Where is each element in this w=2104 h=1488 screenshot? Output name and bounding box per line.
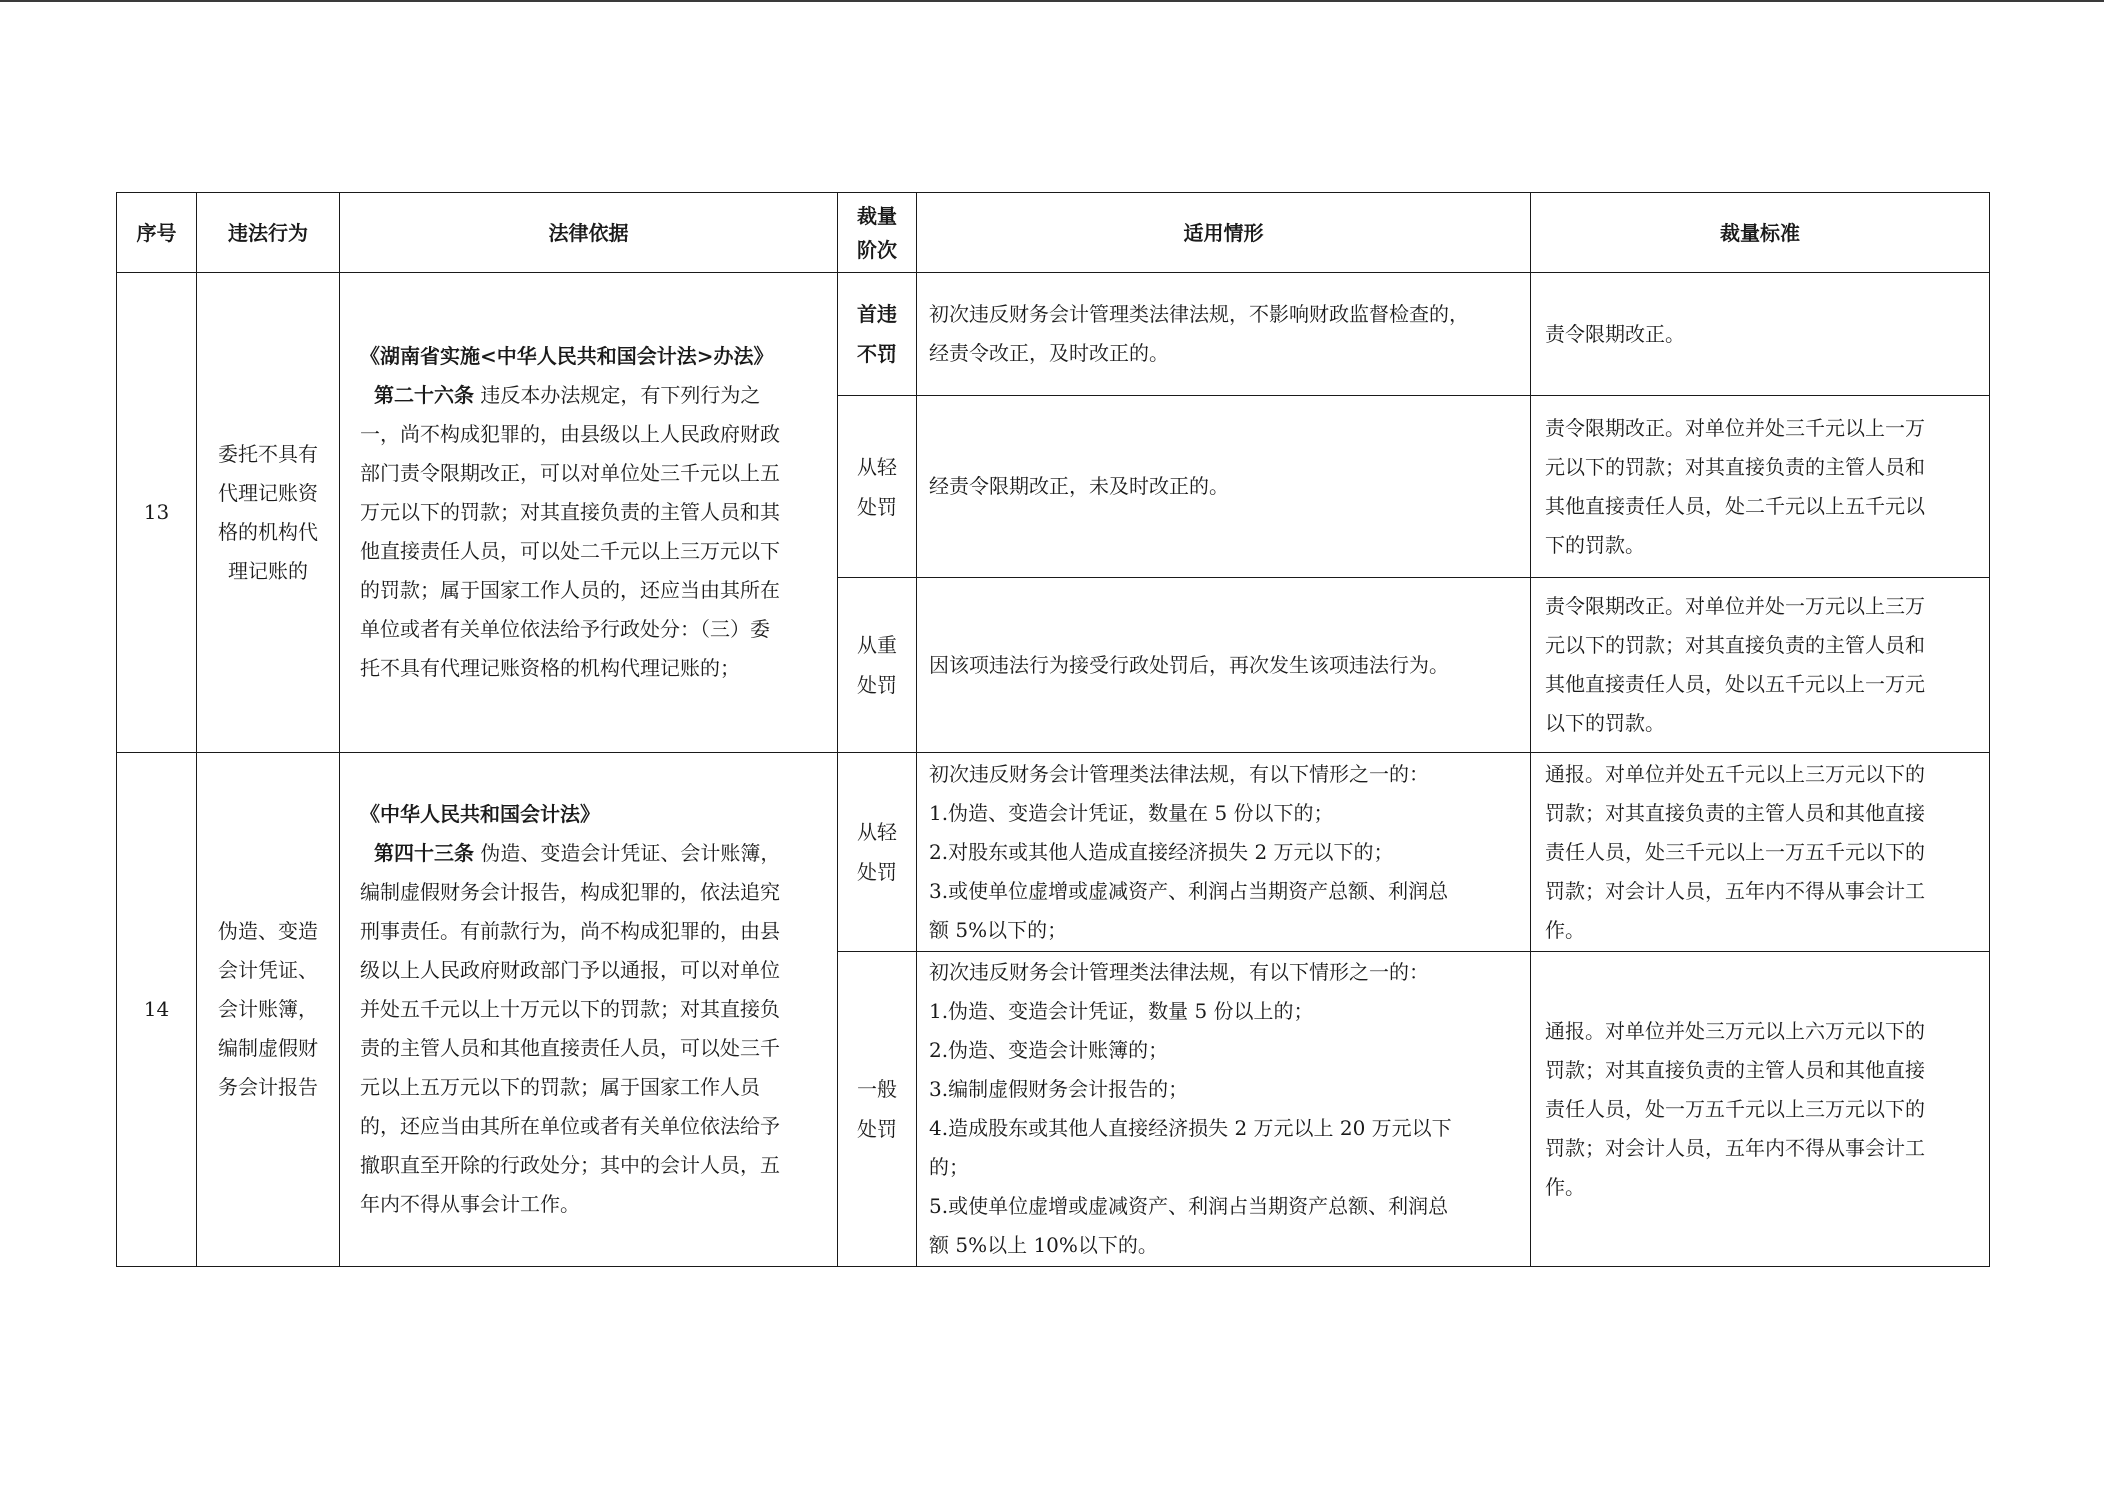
case-line: 因该项违法行为接受行政处罚后，再次发生该项违法行为。 [929,652,1449,677]
law-text: 违反本办法规定，有下列行为之 [474,383,761,407]
discretion-level [838,578,917,753]
std-line: 责任人员，处一万五千元以上三万元以下的 [1545,1096,1925,1121]
law-line: 托不具有代理记账资格的机构代理记账的； [360,656,740,680]
level-line: 一般 [857,1077,897,1101]
law-line: 年内不得从事会计工作。 [360,1192,580,1216]
law-line: 级以上人民政府财政部门予以通报，可以对单位 [360,958,780,982]
applicable-case [917,578,1531,753]
act-line: 伪造、变造 [218,919,318,943]
case-line: 经责令限期改正，未及时改正的。 [929,474,1229,498]
discretion-standard [1531,753,1990,952]
case-line: 初次违反财务会计管理类法律法规，不影响财政监督检查的， [929,302,1469,326]
law-title: 《湖南省实施<中华人民共和国会计法>办法》 [360,344,774,368]
header-case: 适用情形 [917,193,1531,273]
table-row [117,753,1990,952]
header-no: 序号 [117,193,197,273]
law-line: 部门责令限期改正，可以对单位处三千元以上五 [360,461,780,485]
law-line: 万元以下的罚款；对其直接负责的主管人员和其 [360,500,780,524]
header-level-line: 阶次 [857,237,897,262]
std-line: 责令限期改正。 [1545,321,1685,346]
level-line: 从轻 [857,820,897,844]
applicable-case [917,753,1531,952]
case-line: 1.伪造、变造会计凭证，数量在 5 份以下的； [929,800,1334,825]
level-line: 从重 [857,633,897,657]
discretion-level [838,952,917,1267]
row-number: 13 [117,273,197,753]
applicable-case [917,396,1531,578]
case-line: 额 5%以下的； [929,917,1068,942]
act-line: 格的机构代 [218,519,318,544]
case-line: 3.或使单位虚增或虚减资产、利润占当期资产总额、利润总 [929,878,1449,903]
level-line: 首违 [857,302,897,326]
case-line: 经责令改正，及时改正的。 [929,341,1169,365]
std-line: 责令限期改正。对单位并处一万元以上三万 [1545,594,1925,618]
act-line: 会计账簿， [218,997,318,1021]
std-line: 元以下的罚款；对其直接负责的主管人员和 [1545,454,1925,479]
penalty-table [116,192,1990,1267]
law-line: 并处五千元以上十万元以下的罚款；对其直接负 [360,997,780,1021]
level-line: 处罚 [857,494,897,519]
law-title: 《中华人民共和国会计法》 [360,802,600,826]
case-line: 初次违反财务会计管理类法律法规，有以下情形之一的： [929,960,1429,984]
law-line: 一，尚不构成犯罪的，由县级以上人民政府财政 [360,422,780,446]
act-line: 委托不具有 [218,441,318,466]
discretion-standard [1531,578,1990,753]
law-line: 单位或者有关单位依法给予行政处分：（三）委 [360,617,770,641]
violation-act [197,753,340,1267]
std-line: 元以下的罚款；对其直接负责的主管人员和 [1545,633,1925,657]
law-line: 责的主管人员和其他直接责任人员，可以处三千 [360,1036,780,1060]
header-level [838,193,917,273]
act-line: 代理记账资 [218,480,318,505]
case-line: 2.伪造、变造会计账簿的； [929,1038,1169,1062]
std-line: 其他直接责任人员，处二千元以上五千元以 [1545,493,1925,518]
law-line: 编制虚假财务会计报告，构成犯罪的，依法追究 [360,880,780,904]
case-line: 3.编制虚假财务会计报告的； [929,1077,1189,1101]
level-line: 不罚 [857,342,897,366]
applicable-case [917,273,1531,396]
std-line: 作。 [1545,917,1585,942]
discretion-level [838,753,917,952]
header-row [117,193,1990,273]
case-line: 初次违反财务会计管理类法律法规，有以下情形之一的： [929,761,1429,786]
discretion-level [838,396,917,578]
discretion-standard [1531,396,1990,578]
std-line: 以下的罚款。 [1545,711,1665,735]
level-line: 处罚 [857,1117,897,1141]
std-line: 罚款；对会计人员，五年内不得从事会计工 [1545,1135,1925,1160]
law-line: 的，还应当由其所在单位或者有关单位依法给予 [360,1114,780,1138]
law-line: 刑事责任。有前款行为，尚不构成犯罪的，由县 [360,919,780,943]
std-line: 责令限期改正。对单位并处三千元以上一万 [1545,415,1925,440]
act-line: 会计凭证、 [218,958,318,982]
level-line: 处罚 [857,673,897,697]
law-text: 伪造、变造会计凭证、会计账簿， [474,841,781,865]
header-level-line: 裁量 [857,203,897,228]
header-law: 法律依据 [340,193,838,273]
act-line: 理记账的 [228,558,308,583]
level-line: 处罚 [857,860,897,884]
header-act: 违法行为 [197,193,340,273]
table-row [117,273,1990,396]
std-line: 作。 [1545,1174,1585,1199]
violation-act [197,273,340,753]
case-line: 额 5%以上 10%以下的。 [929,1233,1158,1257]
std-line: 下的罚款。 [1545,532,1645,557]
case-line: 的； [929,1155,969,1179]
discretion-standard [1531,273,1990,396]
std-line: 责任人员，处三千元以上一万五千元以下的 [1545,839,1925,864]
discretion-level [838,273,917,396]
header-std: 裁量标准 [1531,193,1990,273]
std-line: 通报。对单位并处三万元以上六万元以下的 [1545,1018,1925,1043]
std-line: 罚款；对会计人员，五年内不得从事会计工 [1545,878,1925,903]
law-line: 撤职直至开除的行政处分；其中的会计人员，五 [360,1153,780,1177]
law-article: 第二十六条 [374,383,474,407]
legal-basis [340,753,838,1267]
law-line [360,376,823,415]
act-line: 务会计报告 [218,1075,318,1099]
law-line: 他直接责任人员，可以处二千元以上三万元以下 [360,539,780,563]
law-line [360,834,823,873]
case-line: 4.造成股东或其他人直接经济损失 2 万元以上 20 万元以下 [929,1116,1452,1140]
std-line: 罚款；对其直接负责的主管人员和其他直接 [1545,800,1925,825]
law-article: 第四十三条 [374,841,474,865]
case-line: 1.伪造、变造会计凭证，数量 5 份以上的； [929,999,1314,1023]
std-line: 通报。对单位并处五千元以上三万元以下的 [1545,761,1925,786]
page-top-rule [0,0,2104,2]
std-line: 罚款；对其直接负责的主管人员和其他直接 [1545,1057,1925,1082]
act-line: 编制虚假财 [218,1036,318,1060]
case-line: 5.或使单位虚增或虚减资产、利润占当期资产总额、利润总 [929,1194,1449,1218]
law-line: 元以上五万元以下的罚款；属于国家工作人员 [360,1075,760,1099]
std-line: 其他直接责任人员，处以五千元以上一万元 [1545,672,1925,696]
legal-basis [340,273,838,753]
discretion-standard [1531,952,1990,1267]
applicable-case [917,952,1531,1267]
level-line: 从轻 [857,454,897,479]
law-line: 的罚款；属于国家工作人员的，还应当由其所在 [360,578,780,602]
case-line: 2.对股东或其他人造成直接经济损失 2 万元以下的； [929,839,1394,864]
row-number: 14 [117,753,197,1267]
